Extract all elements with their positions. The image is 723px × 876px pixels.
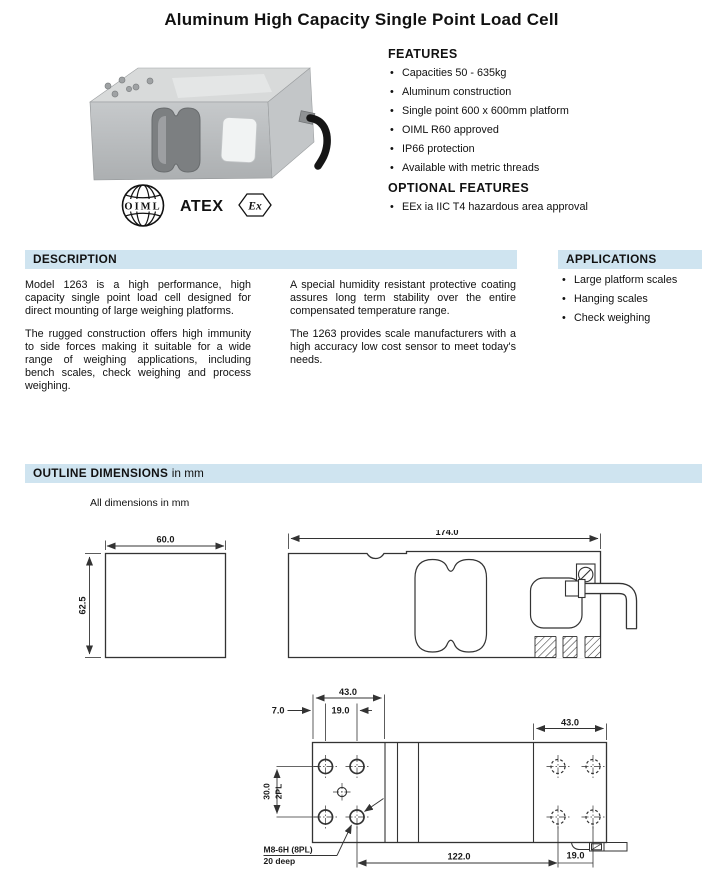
dim-bottom-left-pitch-y-places: 2PL [273, 783, 284, 800]
binocular-cutout-drawing [415, 560, 487, 653]
atex-ex-text: Ex [248, 200, 262, 213]
atex-logo-text: ATEX [180, 198, 224, 215]
thread-depth-label: 20 deep [263, 856, 296, 866]
page-title: Aluminum High Capacity Single Point Load Cell [164, 10, 559, 29]
description-paragraph: A special humidity resistant protective coating assures long term stability over the entire compensated temperature range. [290, 279, 516, 318]
side-view [289, 530, 637, 658]
feature-item: • Available with metric threads [388, 159, 718, 178]
feature-item: • Single point 600 x 600mm platform [388, 102, 718, 121]
optional-features-list [388, 198, 718, 217]
dim-hole-span: 122.0 [447, 851, 471, 862]
dim-bottom-right-width: 43.0 [561, 717, 579, 728]
description-column-2 [290, 279, 516, 376]
outline-drawings [0, 530, 723, 876]
load-cell-photo-illustration [72, 56, 334, 194]
description-paragraph: The 1263 provides scale manufacturers with a high accuracy low cost sensor to meet today's needs. [290, 327, 516, 367]
application-item: • Large platform scales [560, 271, 710, 290]
hatched-section [535, 636, 601, 658]
feature-item: • OIML R60 approved [388, 121, 718, 140]
features-list [388, 64, 718, 178]
optional-feature-item: • EEx ia IIC T4 hazardous area approval [388, 198, 718, 217]
dim-bottom-left-pitch-x: 19.0 [331, 705, 350, 716]
threaded-holes-right [547, 755, 605, 829]
cable-drawing [566, 580, 637, 629]
description-paragraph: The rugged construction offers high immunity to side forces making it suitable for a wide range of weighing applications, including bench scales, check weighing and process weighing. [25, 327, 251, 393]
atex-ex-hexagon [239, 194, 271, 216]
dim-bottom-left-offset: 7.0 [271, 705, 285, 716]
feature-item: • Aluminum construction [388, 83, 718, 102]
dim-bottom-left-width: 43.0 [339, 687, 357, 697]
outline-dimensions-header: OUTLINE DIMENSIONS in mm [25, 464, 702, 483]
dim-bottom-right-pitch-x: 19.0 [566, 850, 585, 861]
mounting-holes-left [314, 755, 369, 829]
dim-front-width: 60.0 [156, 534, 175, 545]
description-paragraph: Model 1263 is a high performance, high capacity single point load cell designed for direct mounting of large weighing platforms. [25, 279, 251, 318]
description-header: DESCRIPTION [25, 250, 517, 269]
feature-item: • IP66 protection [388, 140, 718, 159]
description-column-1 [25, 279, 251, 403]
dim-front-height: 62.5 [77, 596, 88, 615]
approval-logos [120, 182, 272, 234]
optional-features-heading: OPTIONAL FEATURES [388, 181, 530, 195]
application-item: • Hanging scales [560, 290, 710, 309]
application-item: • Check weighing [560, 309, 710, 328]
product-photo [72, 56, 334, 199]
features-section [388, 47, 718, 217]
dim-side-length: 174.0 [435, 530, 459, 537]
applications-header: APPLICATIONS [558, 250, 702, 269]
applications-list [560, 271, 710, 328]
feature-item: • Capacities 50 - 635kg [388, 64, 718, 83]
thread-spec-label: M8-6H (8PL) [263, 844, 313, 855]
oiml-logo-text: OIML [124, 201, 162, 213]
oiml-logo [121, 185, 165, 226]
bottom-view [262, 687, 628, 868]
dim-bottom-left-pitch-y: 30.0 [261, 783, 272, 800]
front-view [78, 535, 226, 658]
features-heading: FEATURES [388, 47, 458, 61]
dimensions-note: All dimensions in mm [90, 497, 190, 509]
cable-gland-drawing [572, 843, 628, 852]
